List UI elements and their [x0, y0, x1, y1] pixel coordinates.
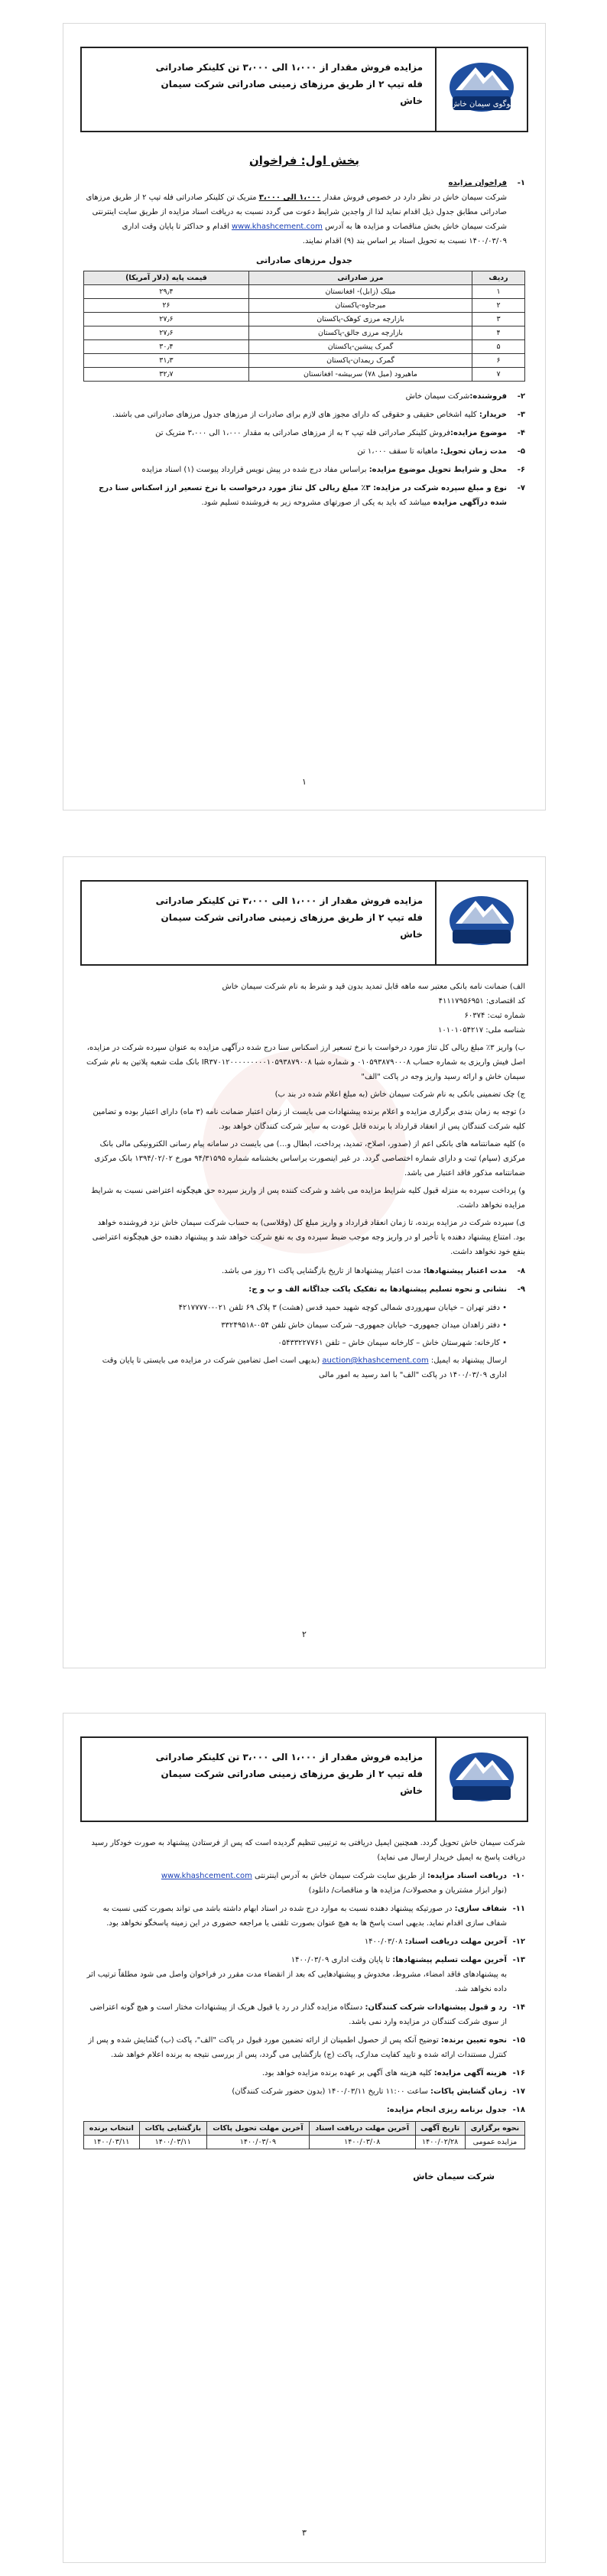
header-title: مزایده فروش مقدار از ۱،۰۰۰ الی ۳،۰۰۰ تن کلینکر صادراتی فله تیپ ۲ از طریق مرزهای زمینی صادراتی شرکت سیمان خاش — [155, 1752, 423, 1796]
email-line: ارسال پیشنهاد به ایمیل: auction@khashcement.com (بدیهی است اصل تضامین شرکت در مزایده می بایستی تا پایان وقت اداری ۱۴۰۰/۰۳/۰۹ در پاکت "الف" با امد رسید به امور مالی — [102, 1356, 507, 1379]
table-cell: ۱۴۰۰/۰۳/۱۱ — [84, 2136, 140, 2149]
table-cell: ۳۲٫۷ — [84, 368, 249, 382]
item-13: ۱۳- آخرین مهلت تسلیم پیشنهادها: تا پایان وقت اداری ۱۴۰۰/۰۳/۰۹ به پیشنهادهای فاقد امضاء، مشروط، مخدوش و پیشنهادهایی که بعد از انقضاء مدت مقرر در فراخوان واصل می شود مطلقاً ترتیب اثر داده نخواهد شد. — [86, 1956, 525, 1993]
cheque-c: ج) چک تضمینی بانکی به نام شرکت سیمان خاش (به مبلغ اعلام شده در بند ب) — [274, 1090, 525, 1099]
page-header — [80, 47, 528, 132]
address-tehran: • دفتر تهران – خیابان سهروردی شمالی کوچه شهید حمید قدس (هشت) ۳ پلاک ۶۹ تلفن ۰۲۱-۴۲۱۷۷۷۷۰ — [178, 1304, 507, 1312]
table-row — [84, 299, 525, 313]
table-cell: ۲۷٫۶ — [84, 313, 249, 326]
table-row — [84, 354, 525, 368]
item-6: ۶- محل و شرایط تحویل موضوع مزایده: براساس مفاد درج شده در پیش نویس قرارداد پیوست (۱) اسناد مزایده — [141, 466, 525, 474]
item-1: ۱- فراخوان مزایده شرکت سیمان خاش در نظر دارد در خصوص فروش مقدار ۱،۰۰۰ الی ۳،۰۰۰ متریک تن کلینکر صادراتی فله تیپ ۲ از طریق مرزهای صادراتی مطابق جدول ذیل اقدام نماید لذا از واجدین شرایط دعوت می گردد نسبت به دریافت اسناد مزایده از طریق سایت اینترنتی شرکت سیمان خاش بخش مناقصات و مزایده ها به آدرس www.khashcement.com اقدام و حداکثر تا پایان وقت اداری ۱۴۰۰/۰۳/۰۹ نسبت به تحویل اسناد بر اساس بند (۹) اقدام نمایند. — [86, 179, 525, 245]
item-15: ۱۵- نحوه تعیین برنده: توضیح آنکه پس از حصول اطمینان از ارائه تضمین مورد قبول در پاکت "الف"، پاکت (ب) گشایش شده و پس از کنترل مستندات ارائه شده و تایید کفایت مدارک، پاکت (ج) بازگشایی می گردد، پس از بررسی نتیجه به برنده اعلام خواهد شد. — [88, 2036, 525, 2059]
table-cell: ۱ — [472, 285, 525, 299]
table-row — [84, 2136, 525, 2149]
table-cell: ۲۹٫۴ — [84, 285, 249, 299]
item-12: ۱۲- آخرین مهلت دریافت اسناد: ۱۴۰۰/۰۳/۰۸ — [364, 1938, 525, 1946]
company-logo — [435, 1738, 527, 1821]
email-link[interactable]: auction@khashcement.com — [322, 1356, 429, 1365]
column-header: انتخاب برنده — [84, 2122, 140, 2136]
deposit-b: ب) واریز ۳٪ مبلغ ریالی کل تناژ مورد درخواست با نرخ تسعیر ارز اسکناس سنا درج شده درآگهی مزایده به عنوان سپرده شرکت در مزایده، اصل فیش واریزی به شماره حساب ۰۱۰۵۹۳۸۷۹۰۰۰۸ و شماره شبا IR۳۷۰۱۲۰۰۰۰۰۰۰۰۰۱۰۵۹۳۸۷۹۰۰۸ بانک ملت شعبه پلاتین به نام شرکت سیمان خاش و ارائه رسید واریز وجه در پاکت "الف" — [86, 1044, 525, 1081]
table-cell: ۷ — [472, 368, 525, 382]
intro-text: شرکت سیمان خاش تحویل گردد. همچنین ایمیل دریافتی به ترتیبی تنظیم گردیده است که پس از فرستادن پیشنهاد به صورت خودکار رسید دریافت پاسخ به ایمیل خریدار ارسال می نماید) — [91, 1839, 525, 1862]
item-14: ۱۴- رد و قبول پیشنهادات شرکت کنندگان: دستگاه مزایده گذار در رد یا قبول هریک از پیشنهادات مختار است و هیچ گونه اعتراضی از سوی شرکت کنندگان در مزایده وارد نمی باشد. — [89, 2003, 525, 2026]
table-row — [84, 340, 525, 354]
table-row — [84, 368, 525, 382]
page-3 — [63, 1713, 546, 2563]
page-number: ۱ — [302, 777, 307, 787]
item-5: ۵- مدت زمان تحویل: ماهیانه تا سقف ۱،۰۰۰ تن — [357, 447, 525, 456]
table-cell: بازارچه مرزی کوهک-پاکستان — [248, 313, 472, 326]
table-row — [84, 313, 525, 326]
header-title: مزایده فروش مقدار از ۱،۰۰۰ الی ۳،۰۰۰ تن کلینکر صادراتی فله تیپ ۲ از طریق مرزهای زمینی صادراتی شرکت سیمان خاش — [155, 895, 423, 940]
svg-text:لوگوی سیمان خاش: لوگوی سیمان خاش — [450, 100, 513, 109]
note-e: ه) کلیه ضمانتنامه های بانکی اعم از (صدور، اصلاح، تمدید، پرداخت، ابطال و…) می بایست در سامانه پیام رسانی الکترونیکی مالی بانک مرکزی (سپام) ثبت و دارای شماره اختصاصی گردد. در غیر اینصورت براساس بخشنامه شماره ۹۴/۳۱۵۹۵ مورخ ۱۳۹۴/۰۲/۰۲ بانک مرکزی ضمانتنامه مذکور فاقد اعتبار می باشد. — [94, 1140, 525, 1178]
item-11: ۱۱- شفاف سازی: در صورتیکه پیشنهاد دهنده نسبت به موارد درج شده در اسناد ابهام داشته باشد می تواند بصورت کتبی نسبت به شفاف سازی اقدام نماید. بدیهی است پاسخ ها به هیچ عنوان بصورت تلفنی یا مراجعه حضوری در این زمینه پاسخگو نخواهد بود. — [102, 1905, 525, 1928]
table-row — [84, 326, 525, 340]
column-header: آخرین مهلت دریافت اسناد — [309, 2122, 415, 2136]
item-4: ۴- موضوع مزایده:فروش کلینکر صادراتی فله تیپ ۲ به از مرزهای صادراتی به مقدار ۱،۰۰۰ الی ۳،۰۰۰ متریک تن — [155, 429, 525, 437]
item-3: ۳- خریدار: کلیه اشخاص حقیقی و حقوقی که دارای مجوز های لازم برای صادرات از مرزهای جدول مرزهای صادراتی می باشند. — [112, 411, 525, 419]
item-9: ۹- نشانی و نحوه تسلیم پیشنهادها به تفکیک پاکت جداگانه الف و ب و ج: — [248, 1285, 525, 1294]
table-cell: ۱۴۰۰/۰۲/۲۸ — [415, 2136, 465, 2149]
page-1-content — [83, 154, 525, 514]
column-header: تاریخ آگهی — [415, 2122, 465, 2136]
table-cell: مزایده عمومی — [465, 2136, 524, 2149]
item-17: ۱۷- زمان گشایش پاکات: ساعت ۱۱:۰۰ تاریخ ۱۴۰۰/۰۳/۱۱ (بدون حضور شرکت کنندگان) — [232, 2087, 525, 2096]
table-row — [84, 285, 525, 299]
table-cell: ۳ — [472, 313, 525, 326]
table-cell: بازارچه مرزی جالق-پاکستان — [248, 326, 472, 340]
item-8: ۸- مدت اعتبار پیشنهادها: مدت اعتبار پیشنهادها از تاریخ بازگشایی پاکت ۲۱ روز می باشد. — [222, 1267, 525, 1275]
table-cell: ۲۶ — [84, 299, 249, 313]
page-3-content — [83, 1836, 525, 2184]
table-cell: ۱۴۰۰/۰۳/۰۹ — [206, 2136, 309, 2149]
column-header: بازگشایی پاکات — [139, 2122, 206, 2136]
column-header: مرز صادراتی — [248, 271, 472, 285]
table-cell: ۳۰٫۴ — [84, 340, 249, 354]
table-cell: ۲ — [472, 299, 525, 313]
table-cell: ۱۴۰۰/۰۳/۰۸ — [309, 2136, 415, 2149]
page-2 — [63, 856, 546, 1668]
website-link[interactable]: www.khashcement.com — [161, 1872, 252, 1880]
page-number: ۲ — [302, 1629, 307, 1639]
table-cell: گمرک پیشین-پاکستان — [248, 340, 472, 354]
note-d: د) توجه به زمان بندی برگزاری مزایده و اعلام برنده پیشنهادات می بایست از زمان اعتبار ضمانت نامه (۳ ماه) دارای اعتبار بوده و تضامین کلیه شرکت کنندگان پس از انعقاد قرارداد با برنده قابل عودت به سایر شرکت کنندگان خواهد بود. — [93, 1108, 525, 1131]
table-cell: ۲۷٫۶ — [84, 326, 249, 340]
national-id: شناسه ملی: ۱۰۱۰۱۰۵۴۲۱۷ — [437, 1026, 525, 1035]
note-g: ی) سپرده شرکت در مزایده برنده، تا زمان انعقاد قرارداد و واریز مبلغ کل (وقلاسی) به حساب شرکت سیمان خاش نزد فروشنده خواهد بود. امتناع پیشنهاد دهنده یا تأخیر او در واریز وجه موجب ضبط سپرده وی به نفع شرکت خواهد شد و پیشنهاد دهنده حق هیچگونه اعتراضی بنفع خود نخواهد داشت. — [92, 1219, 525, 1256]
page-number: ۳ — [302, 2528, 307, 2538]
website-link[interactable]: www.khashcement.com — [231, 223, 323, 231]
table-cell: ۳۱٫۳ — [84, 354, 249, 368]
registration-number: شماره ثبت: ۶۰۳۷۴ — [464, 1012, 525, 1020]
economic-code: کد اقتصادی: ۴۱۱۱۷۹۵۶۹۵۱ — [438, 997, 525, 1005]
item-2: ۲- فروشنده:شرکت سیمان خاش — [405, 392, 525, 401]
cement-logo-icon — [445, 57, 518, 122]
column-header: قیمت پایه (دلار آمریکا) — [84, 271, 249, 285]
table-cell: میلک (زابل)- افغانستان — [248, 285, 472, 299]
item-7: ۷- نوع و مبلغ سپرده شرکت در مزایده: ۳٪ مبلغ ریالی کل تناژ مورد درخواست با نرخ تسعیر ارز اسکناس سنا درج شده درآگهی مزایده میباشد که باید به یکی از صورتهای مشروحه زیر به فروشنده تسلیم شود. — [99, 484, 525, 507]
table-cell: ماهیرود (میل ۷۸) سربیشه- افغانستان — [248, 368, 472, 382]
address-zahedan: • دفتر زاهدان میدان جمهوری– خیابان جمهوری– شرکت سیمان خاش تلفن ۰۵۴-۳۳۲۴۹۵۱۸ — [221, 1321, 507, 1330]
column-header: نحوه برگزاری — [465, 2122, 524, 2136]
header-title: مزایده فروش مقدار از ۱،۰۰۰ الی ۳،۰۰۰ تن کلینکر صادراتی فله تیپ ۲ از طریق مرزهای زمینی صادراتی شرکت سیمان خاش — [155, 62, 423, 106]
signature: شرکت سیمان خاش — [413, 2172, 495, 2181]
table-cell: میرجاوه-پاکستان — [248, 299, 472, 313]
page-header — [80, 1736, 528, 1822]
address-factory: • کارخانه: شهرستان خاش – کارخانه سیمان خاش – تلفن ۰۵۴۳۳۲۲۷۷۶۱ — [278, 1339, 507, 1347]
company-logo — [435, 882, 527, 964]
table-cell: گمرک ریمدان-پاکستان — [248, 354, 472, 368]
company-logo — [435, 48, 527, 131]
guarantee-a: الف) ضمانت نامه بانکی معتبر سه ماهه قابل تمدید بدون قید و شرط به نام شرکت سیمان خاش — [222, 983, 525, 991]
borders-table-caption: جدول مرزهای صادراتی — [256, 255, 352, 265]
cement-logo-icon — [445, 890, 518, 956]
addresses — [83, 1301, 525, 1382]
item-18: ۱۸- جدول برنامه ریزی انجام مزایده: — [386, 2106, 525, 2114]
item-10: ۱۰- دریافت اسناد مزایده: از طریق سایت شرکت سیمان خاش به آدرس اینترنتی www.khashcement.com (نوار ابزار مشتریان و محصولات/ مزایده ها و مناقصات/ دانلود) — [161, 1872, 525, 1895]
note-f: و) پرداخت سپرده به منزله قبول کلیه شرایط مزایده می باشد و شرکت کننده پس از واریز سپرده حق هیچگونه اعتراضی نسبت به شرایط مزایده نخواهد داشت. — [91, 1187, 525, 1210]
page-1 — [63, 23, 546, 810]
item-16: ۱۶- هزینه آگهی مزایده: کلیه هزینه های آگهی بر عهده برنده مزایده خواهد بود. — [261, 2069, 525, 2077]
page-header — [80, 880, 528, 966]
table-cell: ۱۴۰۰/۰۳/۱۱ — [139, 2136, 206, 2149]
table-cell: ۶ — [472, 354, 525, 368]
column-header: آخرین مهلت تحویل پاکات — [206, 2122, 309, 2136]
column-header: ردیف — [472, 271, 525, 285]
borders-table — [83, 271, 525, 382]
section-title: بخش اول: فراخوان — [248, 154, 360, 167]
cement-logo-icon — [445, 1746, 518, 1812]
table-cell: ۵ — [472, 340, 525, 354]
page-2-content — [83, 979, 525, 1382]
schedule-table — [83, 2121, 525, 2149]
table-cell: ۴ — [472, 326, 525, 340]
